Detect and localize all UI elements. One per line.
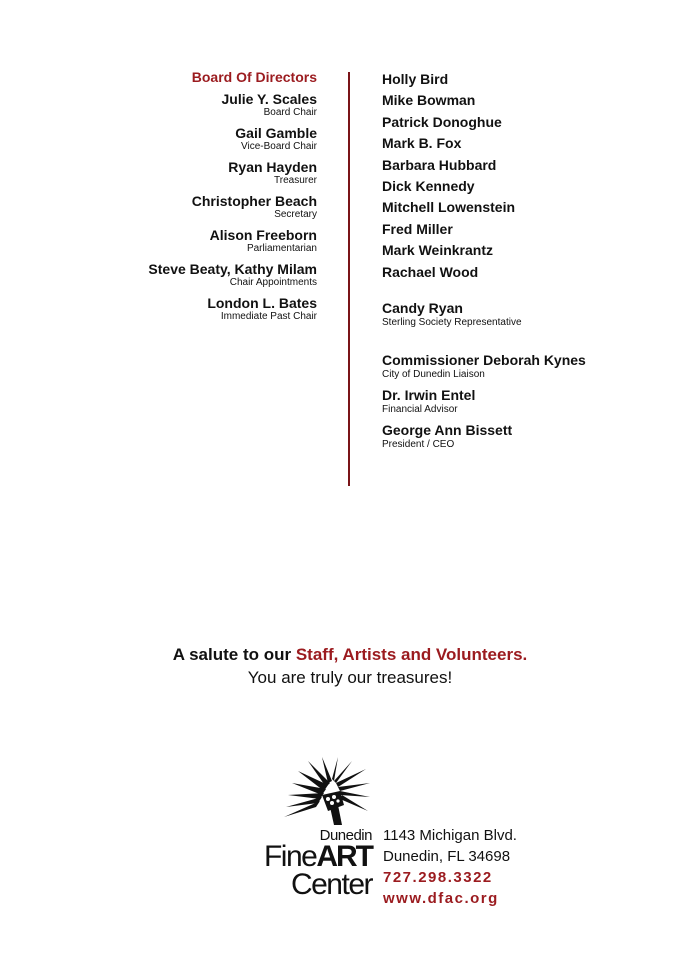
salute-message xyxy=(0,644,700,689)
logo-line-dunedin: Dunedin xyxy=(319,827,372,844)
board-heading: Board Of Directors xyxy=(191,69,317,85)
column-divider xyxy=(348,72,350,486)
salute-line-2: You are truly our treasures! xyxy=(247,668,453,687)
member-name: Dick Kennedy xyxy=(382,178,475,195)
member-name: Steve Beaty, Kathy Milam xyxy=(148,261,317,277)
board-member xyxy=(57,91,317,119)
palm-tree-icon xyxy=(282,757,372,825)
member-name: Dr. Irwin Entel xyxy=(382,387,476,404)
salute-line-1 xyxy=(0,644,700,666)
member-name: London L. Bates xyxy=(207,295,317,311)
address-line-1: 1143 Michigan Blvd. xyxy=(383,827,517,844)
logo-line-center: Center xyxy=(290,868,372,901)
member-name: Mark Weinkrantz xyxy=(382,242,493,259)
member-title: Parliamentarian xyxy=(246,243,317,254)
board-member xyxy=(57,125,317,153)
member-title: Chair Appointments xyxy=(229,277,317,288)
board-member xyxy=(57,193,317,221)
board-member xyxy=(382,387,682,416)
board-member xyxy=(57,159,317,187)
member-title: Board Chair xyxy=(263,107,317,118)
member-name: Commissioner Deborah Kynes xyxy=(382,352,586,369)
board-member xyxy=(57,295,317,323)
member-list xyxy=(382,69,682,283)
member-name: Mitchell Lowenstein xyxy=(382,199,516,216)
board-member xyxy=(382,422,682,451)
salute-highlight: Staff, Artists and Volunteers. xyxy=(295,645,528,664)
board-member xyxy=(382,352,682,381)
logo-line-fine-art xyxy=(222,840,372,873)
member-name: Alison Freeborn xyxy=(209,227,317,243)
member-name: Julie Y. Scales xyxy=(221,91,317,107)
member-name: Christopher Beach xyxy=(191,193,317,209)
member-name: Rachael Wood xyxy=(382,263,479,280)
member-title: Immediate Past Chair xyxy=(220,311,317,322)
board-officers-column xyxy=(57,69,317,329)
address-line-2: Dunedin, FL 34698 xyxy=(383,848,511,865)
member-title: Secretary xyxy=(274,209,317,220)
representative-block xyxy=(382,300,682,329)
member-name: Barbara Hubbard xyxy=(382,156,497,173)
logo-wordmark xyxy=(222,828,372,900)
representative-title: Sterling Society Representative xyxy=(382,317,522,329)
member-title: Vice-Board Chair xyxy=(241,141,317,152)
member-title: Treasurer xyxy=(274,175,317,186)
logo-art: ART xyxy=(316,840,372,873)
member-name: Mike Bowman xyxy=(382,92,476,109)
member-name: Ryan Hayden xyxy=(228,159,317,175)
member-title: President / CEO xyxy=(382,439,455,451)
contact-block xyxy=(383,825,683,909)
member-name: Holly Bird xyxy=(382,71,449,87)
member-name: Gail Gamble xyxy=(235,125,317,141)
representative xyxy=(382,300,682,329)
officer-list xyxy=(57,91,317,323)
member-title: City of Dunedin Liaison xyxy=(382,369,485,381)
member-name: Fred Miller xyxy=(382,220,453,237)
board-member xyxy=(57,227,317,255)
member-name: George Ann Bissett xyxy=(382,422,513,439)
representative-name: Candy Ryan xyxy=(382,300,463,317)
salute-prefix: A salute to our xyxy=(172,645,296,664)
liaison-list xyxy=(382,352,682,451)
website-link[interactable]: www.dfac.org xyxy=(383,890,499,907)
logo-fine: Fine xyxy=(263,840,317,873)
member-name: Mark B. Fox xyxy=(382,135,462,152)
member-title: Financial Advisor xyxy=(382,404,458,416)
board-member xyxy=(57,261,317,289)
board-members-column xyxy=(382,69,682,457)
member-name: Patrick Donoghue xyxy=(382,113,502,130)
phone-number: 727.298.3322 xyxy=(383,869,493,886)
